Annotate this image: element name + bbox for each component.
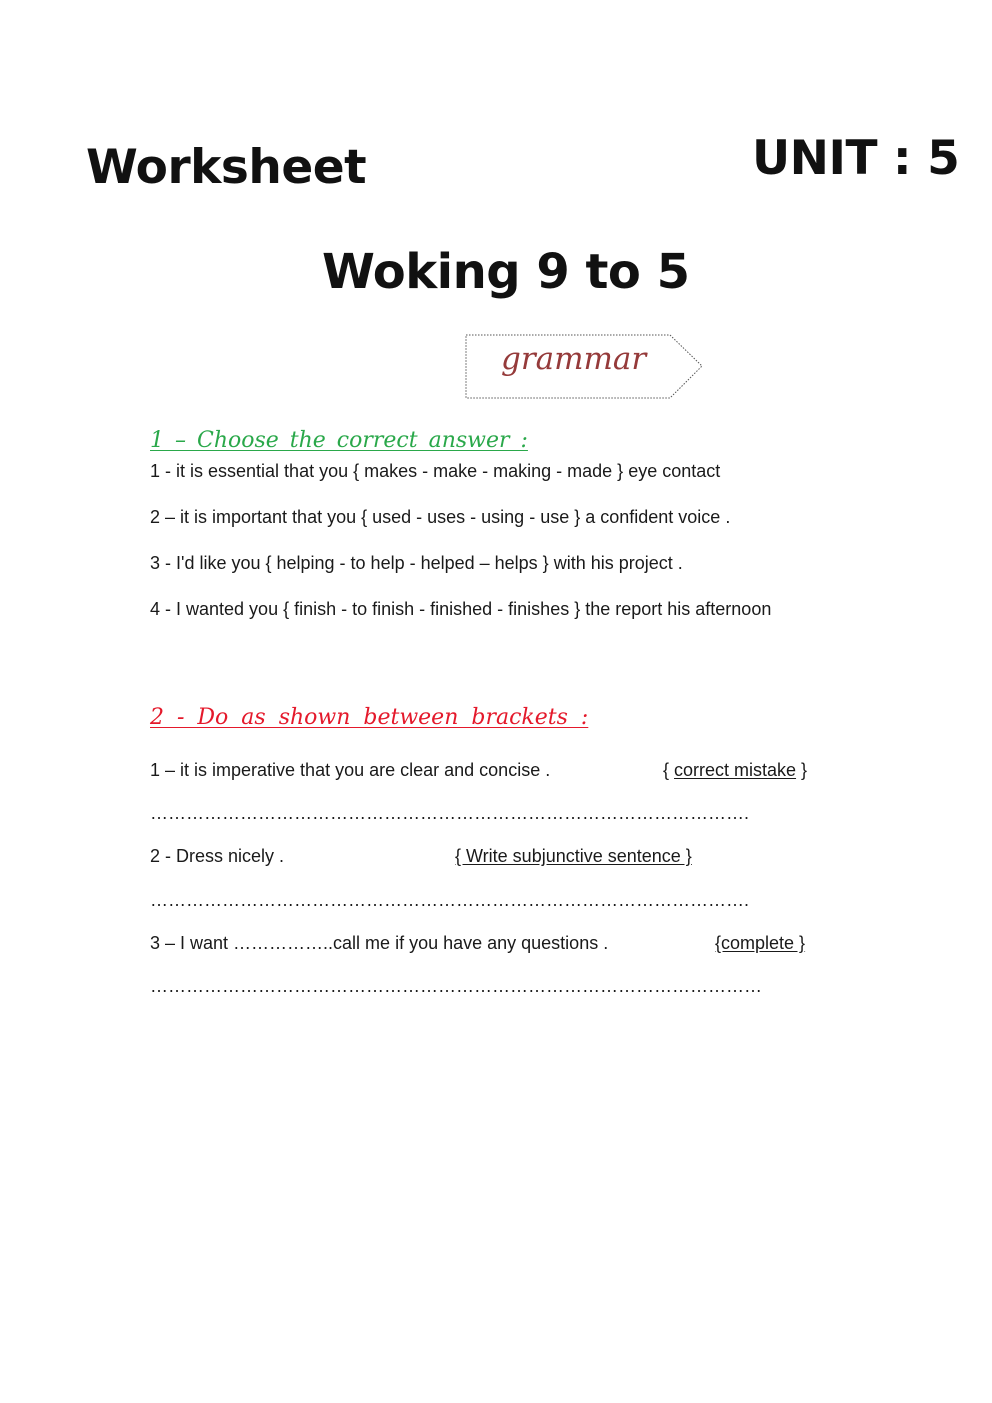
page-title: Woking 9 to 5 (322, 244, 690, 300)
bracket-close: } (796, 760, 808, 780)
question-2-2-instruction: { Write subjunctive sentence } (455, 846, 692, 866)
question-2-1: 1 – it is imperative that you are clear and concise . (150, 760, 551, 780)
question-2-3: 3 – I want ……………..call me if you have any questions . (150, 933, 609, 953)
section-1-heading: 1 – Choose the correct answer : (150, 428, 528, 453)
answer-line-3[interactable]: ………………………………………………………………………………………… (150, 976, 762, 996)
question-2-1-instruction (663, 760, 807, 781)
question-2-3-instruction: {complete } (715, 933, 806, 953)
question-1-1: 1 - it is essential that you { makes - make - making - made } eye contact (150, 461, 721, 481)
grammar-tag (465, 333, 705, 400)
worksheet-heading: Worksheet (86, 140, 367, 195)
answer-line-2[interactable]: ………………………………………………………………………………………. (150, 890, 750, 910)
question-1-2: 2 – it is important that you { used - uses - using - use } a confident voice . (150, 507, 731, 527)
question-2-2: 2 - Dress nicely . (150, 846, 285, 866)
instruction-text: correct mistake (674, 760, 797, 780)
question-1-4: 4 - I wanted you { finish - to finish - finished - finishes } the report his afternoon (150, 599, 772, 619)
question-1-3: 3 - I'd like you { helping - to help - helped – helps } with his project . (150, 553, 683, 573)
unit-heading: UNIT : 5 (752, 131, 960, 186)
grammar-tag-label: grammar (501, 341, 647, 377)
section-2-heading: 2 - Do as shown between brackets : (150, 705, 589, 730)
bracket-open: { (663, 760, 675, 780)
answer-line-1[interactable]: ………………………………………………………………………………………. (150, 803, 750, 823)
